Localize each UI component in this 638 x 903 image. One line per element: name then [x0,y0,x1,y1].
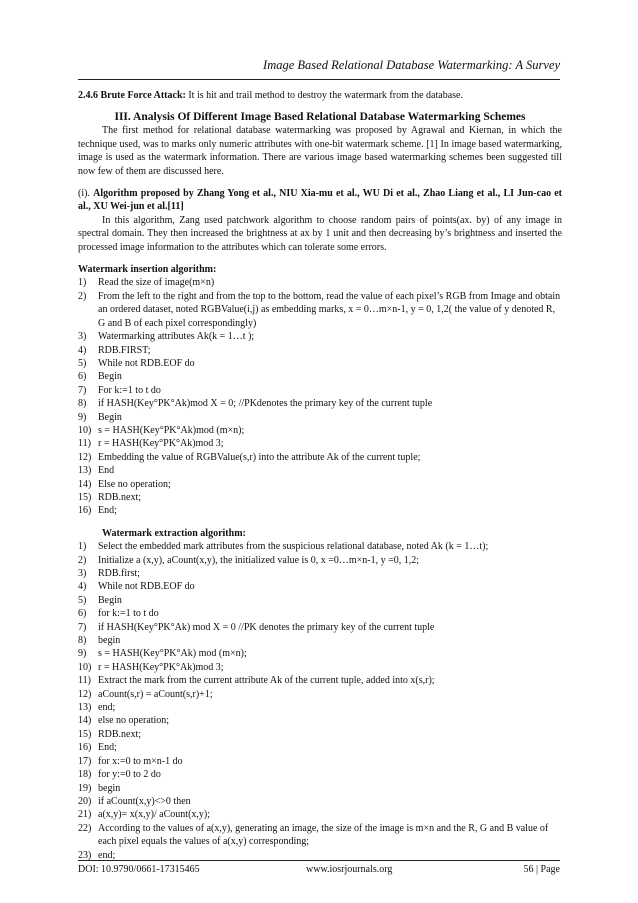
algorithm-step [78,357,562,370]
step-number: 12) [78,688,92,700]
brute-force-text: It is hit and trail method to destroy the watermark from the database. [185,90,463,101]
step-text: From the left to the right and from the top to the bottom, read the value of each pixel’s RGB from Image and obtain an ordered dataset, noted RGBValue(i,j) as embedding marks, x = 0…m×n-1, y = 0, 1,2( the value of y denoted R, G and B of each pixel correspondingly) [98,290,561,329]
running-header: Image Based Relational Database Watermarking: A Survey [263,58,560,72]
step-text: else no operation; [98,715,170,727]
step-text: r = HASH(Key°PK°Ak)mod 3; [98,661,224,673]
step-text: While not RDB.EOF do [98,357,195,369]
extraction-heading: Watermark extraction algorithm: [102,527,246,539]
step-text: begin [98,635,121,647]
algorithm-step [78,594,562,607]
header-divider [78,79,560,80]
algorithm-step [78,688,562,701]
algorithm-step [78,580,562,593]
step-text: end; [98,849,116,861]
footer-doi: DOI: 10.9790/0661-17315465 [78,864,200,875]
step-number: 3) [78,568,87,579]
step-number: 16) [78,505,92,517]
algorithm-i-label: (i). [78,188,90,200]
step-number: 7) [78,384,87,396]
algorithm-step [78,330,562,343]
step-text: Begin [98,594,122,606]
step-number: 10) [78,424,92,436]
step-number: 15) [78,728,92,740]
algorithm-step [78,397,562,410]
algorithm-step [78,822,562,849]
algorithm-step [78,701,562,714]
step-text: RDB.first; [98,568,140,579]
algorithm-step [78,808,562,821]
algorithm-step [78,607,562,620]
step-number: 13) [78,465,92,477]
step-number: 18) [78,769,92,781]
step-number: 14) [78,715,92,727]
step-number: 16) [78,742,92,754]
extraction-steps [78,540,562,862]
step-text: if HASH(Key°PK°Ak)mod X = 0; //PKdenotes the primary key of the current tuple [98,398,433,410]
step-number: 12) [78,451,92,463]
footer-divider [78,860,560,861]
step-text: if aCount(x,y)<>0 then [98,795,191,807]
step-number: 2) [78,554,87,566]
algorithm-step [78,384,562,397]
algorithm-step [78,782,562,795]
step-number: 9) [78,648,87,660]
step-text: s = HASH(Key°PK°Ak) mod (m×n); [98,648,247,660]
step-text: Begin [98,371,122,383]
step-text: End; [98,742,117,754]
insertion-heading: Watermark insertion algorithm: [78,264,217,276]
step-text: s = HASH(Key°PK°Ak)mod (m×n); [98,424,245,436]
step-text: End [98,465,115,477]
step-text: According to the values of a(x,y), generating an image, the size of the image is m×n and the R, G and B value of each pixel equals the values of a(x,y) corresponding; [98,822,549,848]
algorithm-step [78,728,562,741]
algorithm-i-title: Algorithm proposed by Zhang Yong et al., NIU Xia-mu et al., WU Di et al., Zhao Liang et al., LI Jun-cao et al., XU Wei-jun et al.[11] [78,188,562,213]
footer-page-number: 56 | Page [523,864,560,875]
algorithm-step [78,290,562,330]
step-text: End; [98,505,117,517]
step-text: r = HASH(Key°PK°Ak)mod 3; [98,438,224,450]
step-text: Begin [98,411,122,423]
algorithm-step [78,464,562,477]
step-number: 7) [78,621,87,633]
step-number: 22) [78,822,92,834]
step-number: 4) [78,581,87,593]
step-text: Else no operation; [98,478,171,490]
step-number: 3) [78,331,87,343]
step-number: 4) [78,344,87,356]
algorithm-step [78,768,562,781]
algorithm-step [78,424,562,437]
step-number: 9) [78,411,87,423]
step-number: 23) [78,849,92,861]
step-text: Embedding the value of RGBValue(s,r) into the attribute Ak of the current tuple; [98,451,421,463]
step-text: RDB.FIRST; [98,344,151,356]
step-number: 20) [78,795,92,807]
step-text: for k:=1 to t do [98,608,159,620]
algorithm-step [78,621,562,634]
brute-force-label: 2.4.6 Brute Force Attack: [78,90,186,101]
step-number: 14) [78,478,92,490]
algorithm-step [78,674,562,687]
step-number: 21) [78,809,92,821]
algorithm-step [78,504,562,517]
algorithm-step [78,491,562,504]
step-text: Select the embedded mark attributes from the suspicious relational database, noted Ak (k = 1…t); [98,541,489,553]
section-3-paragraph: The first method for relational database watermarking was proposed by Agrawal and Kiernan, in which the technique used, was to marks only numeric attributes with one-bit watermark scheme. [1] In image based watermarking, image is used as the watermark information. There are various image based watermarking schemes been suggested till now few of them are discussed here. [78,125,562,177]
step-number: 6) [78,608,87,620]
algorithm-step [78,714,562,727]
algorithm-step [78,795,562,808]
algorithm-step [78,661,562,674]
step-number: 8) [78,398,87,410]
algorithm-step [78,755,562,768]
algorithm-step [78,741,562,754]
algorithm-step [78,451,562,464]
algorithm-i-heading [78,187,562,214]
algorithm-step [78,478,562,491]
step-text: for x:=0 to m×n-1 do [98,755,183,767]
step-number: 19) [78,782,92,794]
algorithm-step [78,540,562,553]
step-number: 6) [78,371,87,383]
step-text: begin [98,782,121,794]
step-text: end; [98,702,116,714]
algorithm-step [78,370,562,383]
algorithm-step [78,276,562,289]
step-text: Initialize a (x,y), aCount(x,y), the initialized value is 0, x =0…m×n-1, y =0, 1,2; [98,554,420,566]
algorithm-step [78,647,562,660]
algorithm-i-paragraph: In this algorithm, Zang used patchwork algorithm to choose random pairs of points(ax. by) of any image in spectral domain. They then increased the brightness at ax by 1 unit and then decreasing by’s brightness and inserted the processed image information to the attributes which can tolerate some errors. [78,214,562,253]
step-text: aCount(s,r) = aCount(s,r)+1; [98,688,213,700]
algorithm-step [78,411,562,424]
algorithm-step [78,567,562,580]
step-number: 1) [78,277,87,289]
page-footer [78,864,560,878]
step-number: 5) [78,594,87,606]
step-number: 17) [78,755,92,767]
step-number: 15) [78,491,92,503]
algorithm-step [78,437,562,450]
page-body [78,89,562,862]
step-text: if HASH(Key°PK°Ak) mod X = 0 //PK denotes the primary key of the current tuple [98,621,435,633]
step-number: 2) [78,290,87,302]
step-text: Watermarking attributes Ak(k = 1…t ); [98,331,255,343]
step-text: Extract the mark from the current attribute Ak of the current tuple, added into x(s,r); [98,675,435,687]
step-number: 1) [78,541,87,553]
step-text: a(x,y)= x(x,y)/ aCount(x,y); [98,809,211,821]
step-text: Read the size of image(m×n) [98,277,215,289]
section-3-title: III. Analysis Of Different Image Based Relational Database Watermarking Schemes [114,111,526,124]
step-number: 11) [78,675,91,687]
algorithm-step [78,634,562,647]
step-number: 11) [78,438,91,450]
brute-force-paragraph [78,89,562,102]
footer-website: www.iosrjournals.org [306,864,393,875]
insertion-steps [78,276,562,517]
step-number: 10) [78,661,92,673]
step-number: 13) [78,702,92,714]
step-text: While not RDB.EOF do [98,581,195,593]
step-text: for y:=0 to 2 do [98,769,161,781]
step-number: 8) [78,635,87,647]
step-number: 5) [78,357,87,369]
step-text: RDB.next; [98,491,142,503]
step-text: RDB.next; [98,728,142,740]
algorithm-step [78,554,562,567]
algorithm-step [78,344,562,357]
step-text: For k:=1 to t do [98,384,161,396]
